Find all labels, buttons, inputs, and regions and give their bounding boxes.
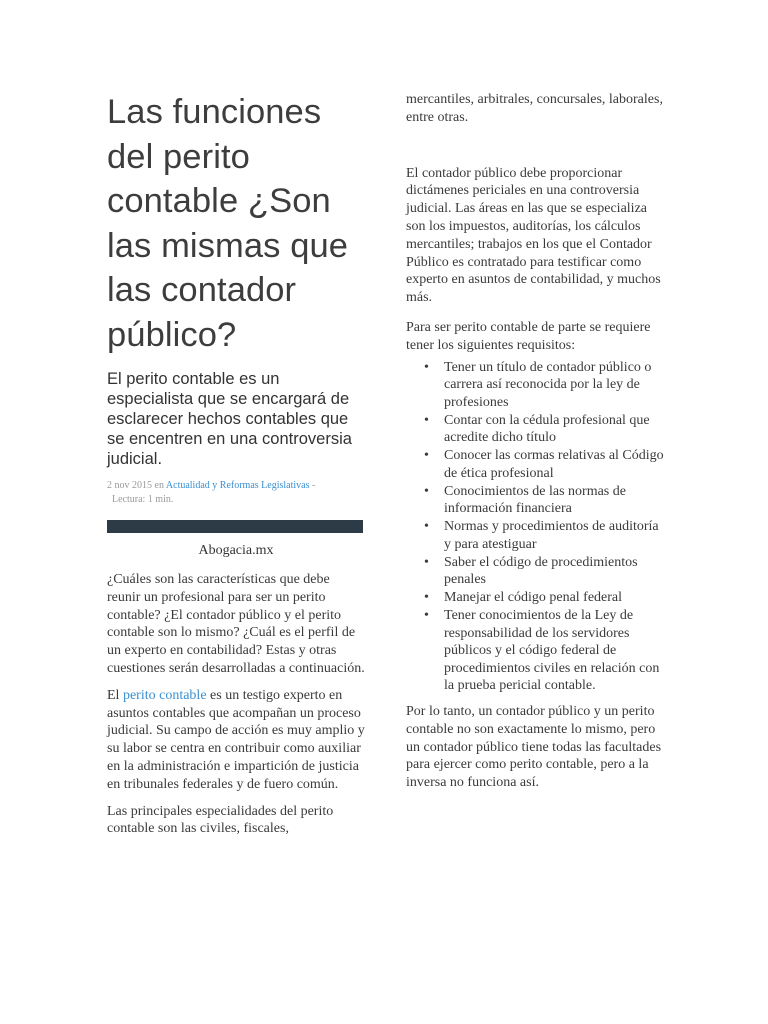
list-item: • Saber el código de procedimientos penales (444, 554, 668, 589)
list-item: • Contar con la cédula profesional que acredite dicho título (444, 412, 668, 447)
perito-contable-link[interactable]: perito contable (122, 687, 207, 703)
paragraph-requisitos: Para ser perito contable de parte se requiere tener los siguientes requisitos: (406, 319, 651, 353)
list-item: • Tener un título de contador público o carrera así reconocida por la ley de profesiones (444, 359, 668, 412)
article-title: Las funciones del perito contable ¿Son las mismas que las contador público? (107, 93, 349, 354)
article-source: Abogacia.mx (198, 543, 274, 558)
meta-in: en (154, 480, 164, 491)
article-date: 2 nov 2015 (107, 480, 152, 491)
p2-rest: es un testigo experto en asuntos contables que acompañan un proceso judicial. Su campo de acción es muy amplio y su labor se centra en contribuir como auxiliar en la administración e impartición de justicia en tribunales federales y de fuero común. (107, 687, 365, 792)
list-item: • Conocer las cormas relativas al Código de ética profesional (444, 447, 668, 482)
list-item: • Conocimientos de las normas de información financiera (444, 483, 668, 518)
meta-separator: - (311, 480, 316, 491)
paragraph-specialties-cont: mercantiles, arbitrales, concursales, laborales, entre otras. (406, 92, 663, 125)
divider-bar (107, 520, 363, 533)
list-item: • Tener conocimientos de la Ley de responsabilidad de los servidores públicos y el código federal de procedimientos civiles en relación con la prueba pericial contable. (444, 607, 668, 695)
reading-time: Lectura: 1 min. (112, 493, 174, 505)
paragraph-definition (107, 687, 365, 794)
list-item: • Normas y procedimientos de auditoría y para atestiguar (444, 518, 668, 553)
paragraph-conclusion: Por lo tanto, un contador público y un perito contable no son exactamente lo mismo, pero un contador público tiene todas las facultades para ejercer como perito contable, pero a la inversa no funciona así. (406, 703, 662, 791)
category-link[interactable]: Actualidad y Reformas Legislativas (165, 480, 310, 491)
paragraph-specialties: Las principales especialidades del perito contable son las civiles, fiscales, (107, 803, 334, 837)
list-item: • Manejar el código penal federal (444, 589, 668, 607)
requirements-list (406, 359, 668, 695)
paragraph-contador: El contador público debe proporcionar dictámenes periciales en una controversia judicial. Las áreas en las que se especializa son los impuestos, auditorías, los cálculos mercantiles; trabajos en los que el Contador Público es contratado para testificar como experto en asuntos de contabilidad, y muchos más. (406, 165, 661, 306)
p2-prefix: El (107, 687, 120, 703)
article-subtitle: El perito contable es un especialista que se encargará de esclarecer hechos contables que se encentren en una controversia judicial. (107, 370, 352, 468)
right-column (406, 91, 668, 801)
paragraph-intro: ¿Cuáles son las características que debe reunir un profesional para ser un perito contable? ¿El contador público y el perito contable son lo mismo? ¿Cuál es el perfil de un experto en contabilidad? Estas y otras cuestiones serán desarrolladas a continuación. (107, 572, 365, 676)
left-column (107, 90, 365, 847)
article-meta (107, 479, 365, 506)
